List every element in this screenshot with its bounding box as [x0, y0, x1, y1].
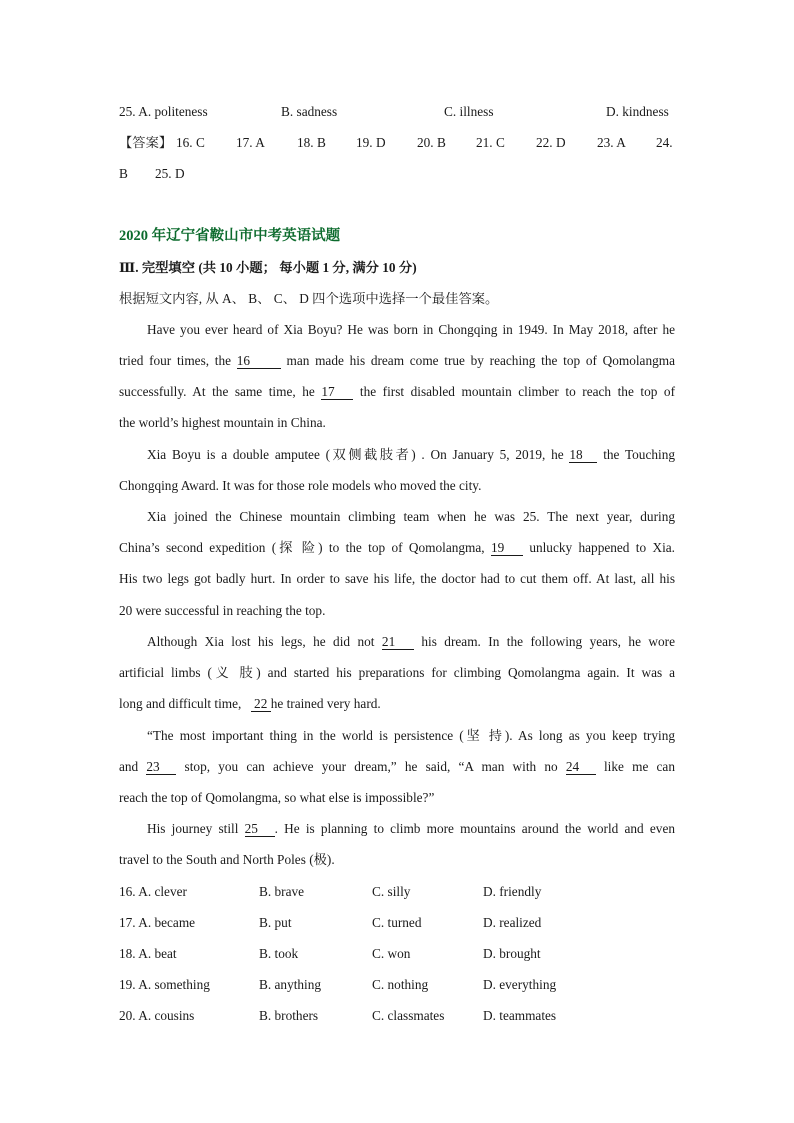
passage-line — [119, 446, 675, 464]
option-a: 25. A. politeness — [119, 104, 208, 119]
option-c: C. won — [372, 946, 411, 961]
passage-text: Although Xia lost his legs, he did not — [147, 634, 375, 649]
option-b: B. brave — [259, 884, 305, 899]
answer-item: 24. — [656, 135, 673, 150]
option-d: D. brought — [483, 946, 541, 961]
blank-19: 19 — [491, 540, 523, 556]
option-d: D. teammates — [483, 1008, 557, 1023]
answer-item: 18. B — [297, 135, 326, 150]
passage-line — [119, 539, 675, 557]
option-a: 20. A. cousins — [119, 1008, 195, 1023]
option-b: B. sadness — [281, 104, 338, 119]
passage-text: China’s second expedition (探 险) to the top of Qomolangma, — [119, 540, 485, 555]
passage-text: he trained very hard. — [270, 696, 381, 711]
option-c: C. classmates — [372, 1008, 445, 1023]
blank-21: 21 — [382, 634, 414, 650]
option-d: D. realized — [483, 915, 542, 930]
passage-line — [119, 383, 675, 401]
blank-18: 18 — [569, 447, 597, 463]
passage-line — [119, 820, 675, 838]
passage-text: successfully. At the same time, he — [119, 384, 315, 399]
passage-text: the first disabled mountain climber to reach the top of — [359, 384, 676, 399]
option-d: D. friendly — [483, 884, 542, 899]
option-c: C. turned — [372, 915, 422, 930]
answer-item: 17. A — [236, 135, 265, 150]
option-d: D. everything — [483, 977, 557, 992]
blank-24: 24 — [566, 759, 596, 775]
option-b: B. anything — [259, 977, 322, 992]
passage-line: reach the top of Qomolangma, so what else is impossible?” — [119, 790, 435, 805]
answer-item: 16. C — [176, 135, 205, 150]
passage-line: “The most important thing in the world is persistence (坚 持). As long as you keep trying — [147, 728, 675, 743]
option-a: 18. A. beat — [119, 946, 177, 961]
option-c: C. illness — [444, 104, 494, 119]
section-title: 2020 年辽宁省鞍山市中考英语试题 — [119, 228, 341, 244]
blank-22: 22 — [251, 696, 271, 712]
passage-text: tried four times, the — [119, 353, 232, 368]
option-a: 19. A. something — [119, 977, 210, 992]
answer-item: 19. D — [356, 135, 386, 150]
passage-text: His journey still — [147, 821, 239, 836]
answer-item: 22. D — [536, 135, 566, 150]
option-b: B. brothers — [259, 1008, 319, 1023]
passage-line: 20 were successful in reaching the top. — [119, 603, 326, 618]
option-c: C. nothing — [372, 977, 429, 992]
blank-17: 17 — [321, 384, 353, 400]
passage-line: Chongqing Award. It was for those role models who moved the city. — [119, 478, 482, 493]
option-a: 17. A. became — [119, 915, 196, 930]
blank-23: 23 — [146, 759, 176, 775]
passage-line — [119, 758, 675, 776]
option-d: D. kindness — [606, 104, 669, 119]
passage-text: . He is planning to climb more mountains around the world and even — [274, 821, 675, 836]
answer-item: 20. B — [417, 135, 446, 150]
option-b: B. put — [259, 915, 292, 930]
passage-line: artificial limbs (义 肢) and started his preparations for climbing Qomolangma again. It was a — [119, 665, 675, 680]
passage-line — [119, 633, 675, 651]
passage-text: and — [119, 759, 139, 774]
passage-text: Xia Boyu is a double amputee (双侧截肢者) . On January 5, 2019, he — [147, 447, 564, 462]
passage-text: unlucky happened to Xia. — [529, 540, 675, 555]
option-c: C. silly — [372, 884, 411, 899]
blank-25: 25 — [245, 821, 275, 837]
answer-item: 23. A — [597, 135, 626, 150]
passage-line: the world’s highest mountain in China. — [119, 415, 326, 430]
passage-line — [119, 352, 675, 370]
answer-item: B — [119, 166, 128, 181]
option-a: 16. A. clever — [119, 884, 187, 899]
passage-line: His two legs got badly hurt. In order to save his life, the doctor had to cut them off. At last, all his — [119, 571, 675, 586]
passage-text: man made his dream come true by reaching the top of Qomolangma — [286, 353, 675, 368]
section-heading: Ⅲ. 完型填空 (共 10 小题； 每小题 1 分, 满分 10 分) — [119, 260, 417, 275]
passage-line: Have you ever heard of Xia Boyu? He was born in Chongqing in 1949. In May 2018, after he — [147, 322, 675, 337]
passage-text: his dream. In the following years, he wore — [421, 634, 675, 649]
passage-line: travel to the South and North Poles (极). — [119, 852, 335, 867]
passage-line — [119, 695, 675, 713]
section-instruction: 根据短文内容, 从 A、 B、 C、 D 四个选项中选择一个最佳答案。 — [119, 291, 499, 306]
option-b: B. took — [259, 946, 299, 961]
blank-16: 16 — [237, 353, 281, 369]
passage-text: long and difficult time, — [119, 696, 242, 711]
answer-item: 21. C — [476, 135, 505, 150]
passage-text: the Touching — [603, 447, 675, 462]
passage-text: like me can — [603, 759, 675, 774]
passage-text: stop, you can achieve your dream,” he said, “A man with no — [184, 759, 558, 774]
answer-label: 【答案】 — [119, 135, 173, 150]
passage-line: Xia joined the Chinese mountain climbing team when he was 25. The next year, during — [147, 509, 675, 524]
answer-item: 25. D — [155, 166, 185, 181]
